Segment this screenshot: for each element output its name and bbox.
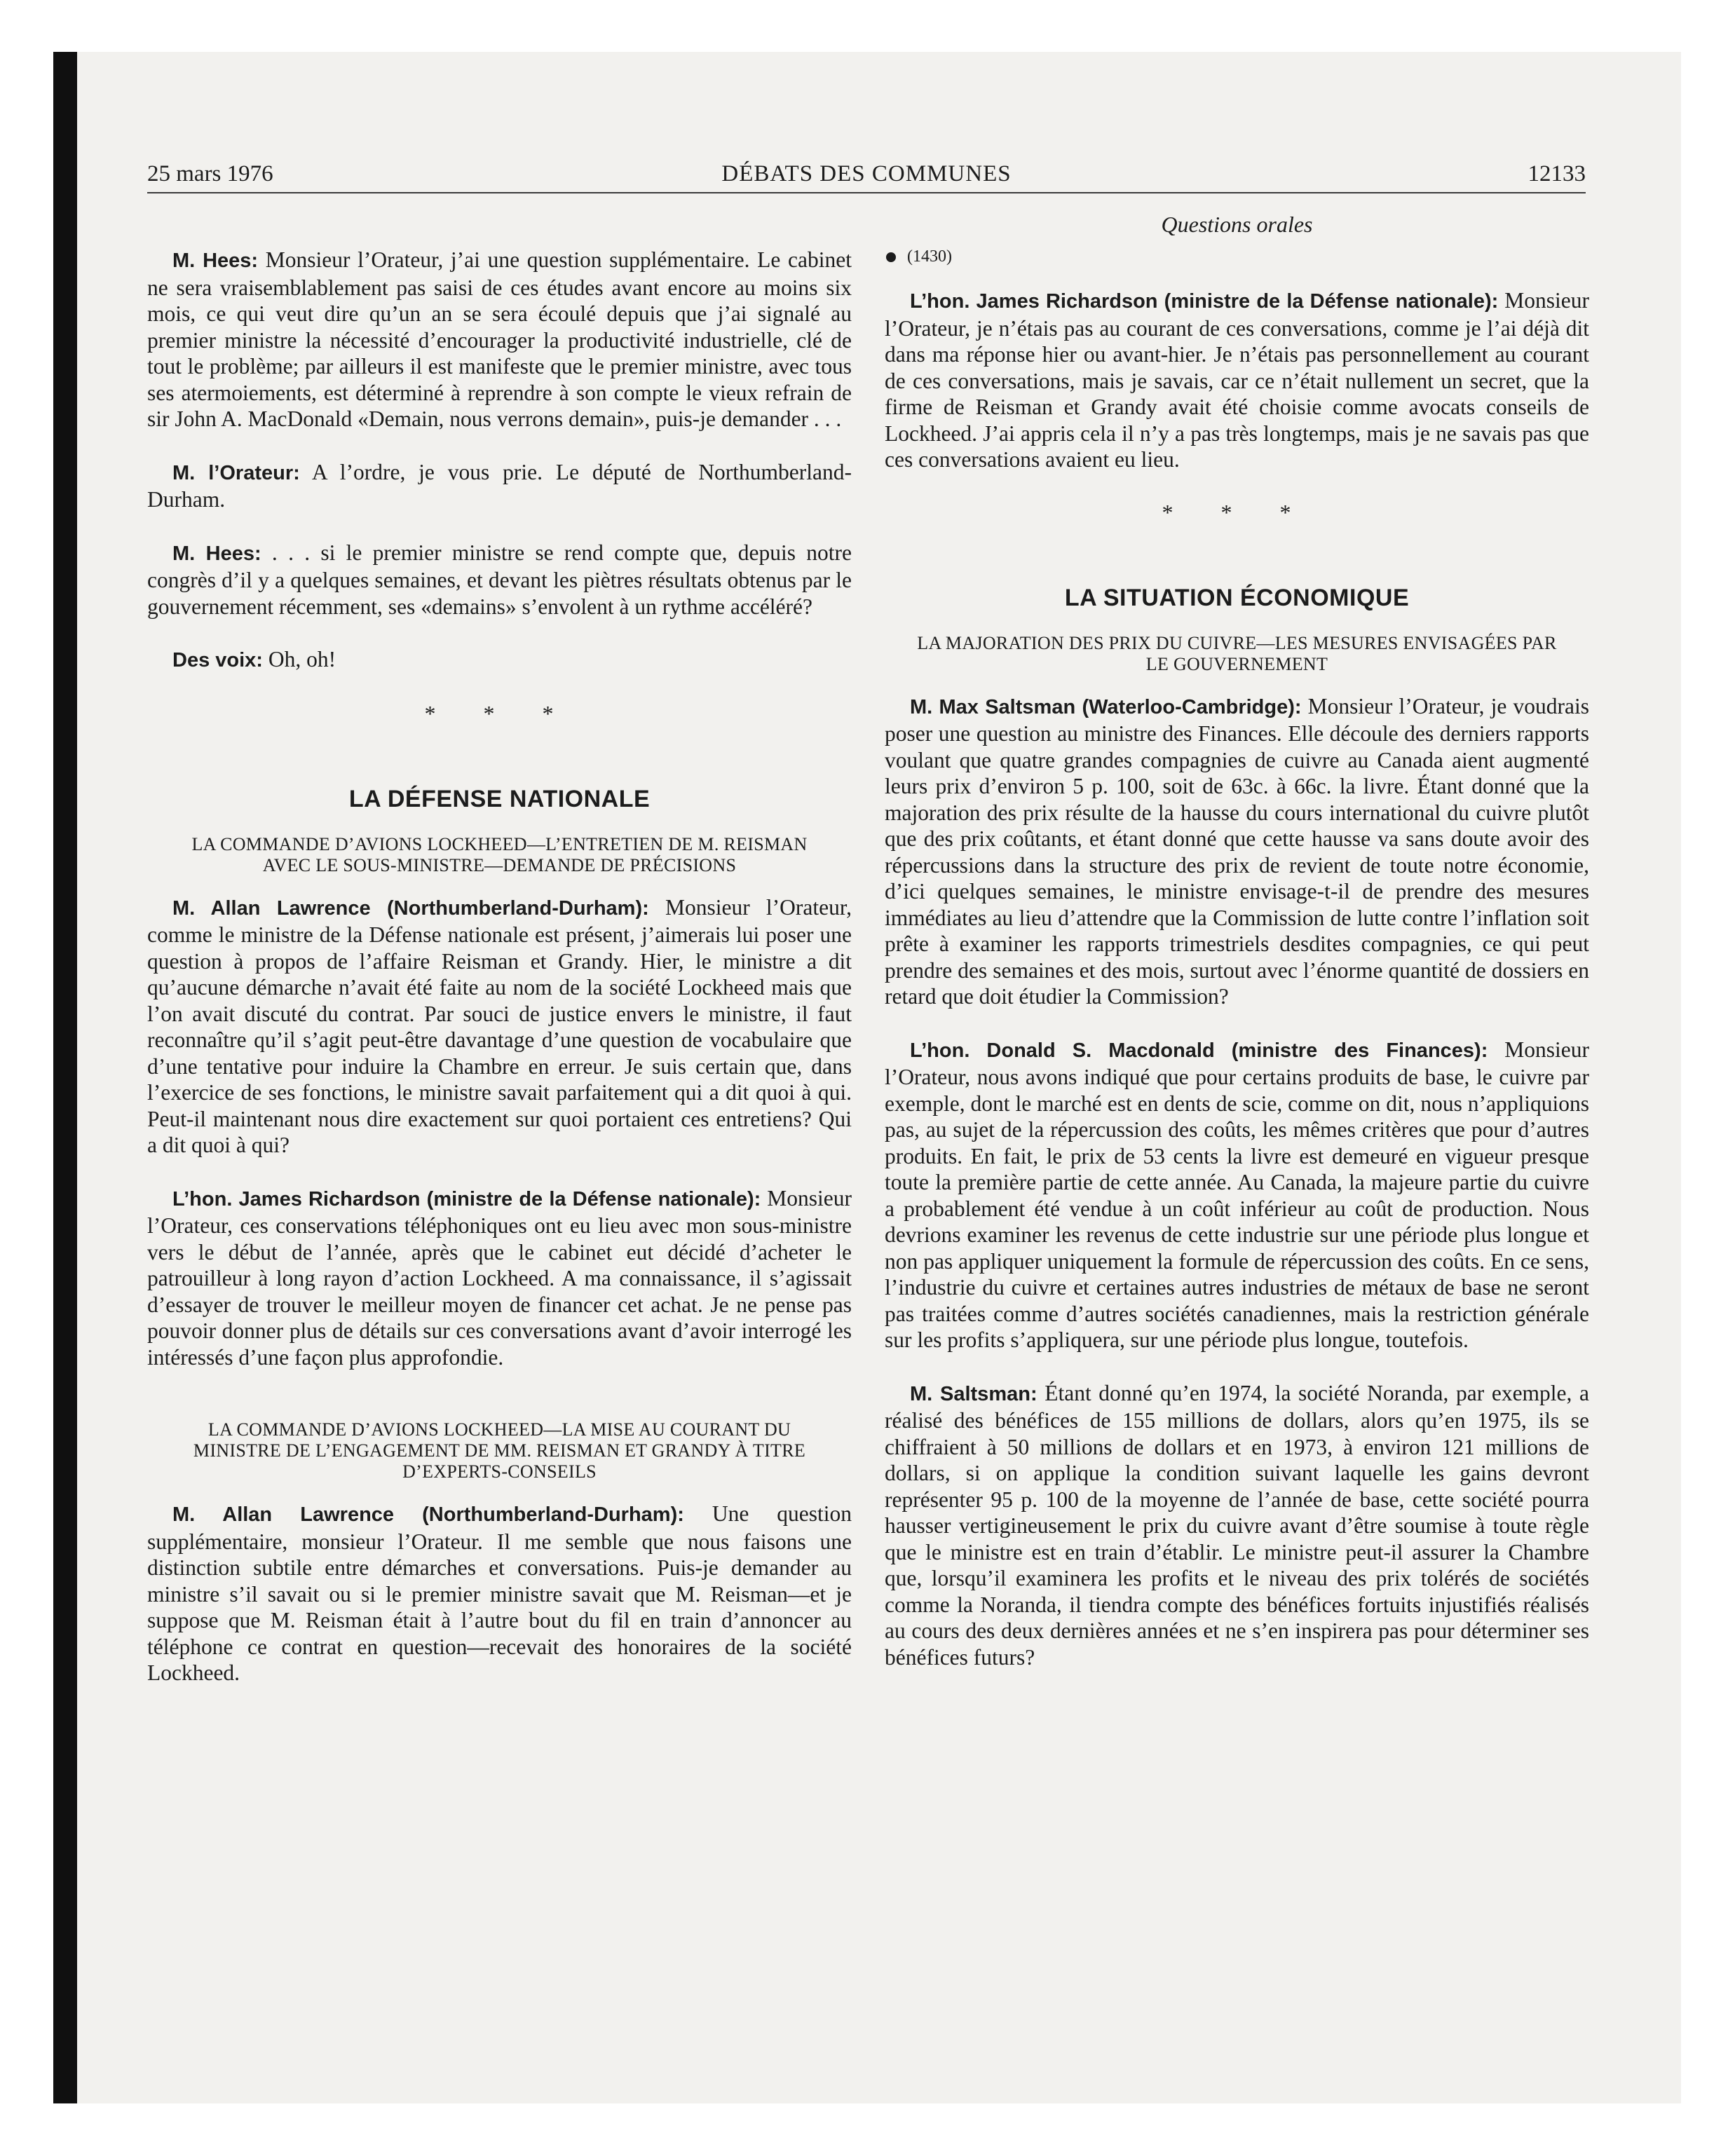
speech-text: Une question supplémentaire, monsieur l’Orateur. Il me semble que nous faisons une distinction subtile entre démarches et conversations. Puis-je demander au ministre s’il savait ou si le premier ministre savait que M. Reisman—et je suppose que M. Reisman était à l’autre bout du fil en train d’annoncer au téléphone ce contrat en question—recevait des honoraires de la société Lockheed. — [147, 1501, 852, 1685]
speech-paragraph — [147, 247, 852, 432]
speaker-name: M. Allan Lawrence (Northumberland-Durham): — [172, 1503, 684, 1526]
speech-paragraph — [147, 459, 852, 513]
speech-paragraph — [147, 1185, 852, 1371]
speaker-name: M. Hees: — [172, 250, 259, 272]
speaker-name: L’hon. James Richardson (ministre de la Défense nationale): — [910, 290, 1499, 313]
header-date: 25 mars 1976 — [147, 161, 273, 186]
section-separator: * * * — [1162, 499, 1312, 525]
speech-paragraph — [885, 287, 1589, 473]
speech-paragraph — [147, 1501, 852, 1686]
speech-text: Monsieur l’Orateur, ces conservations téléphoniques ont eu lieu avec mon sous-ministre vers le début de l’année, après que le cabinet eut décidé d’acheter le patrouilleur à long rayon d’action Lockheed. A ma connaissance, il s’agissait d’essayer de trouver le meilleur moyen de financer cet achat. Je ne pense pas pouvoir donner plus de détails sur ces conversations avant d’avoir interrogé les intéressés d’une façon plus approfondie. — [147, 1185, 852, 1370]
speech-text: Monsieur l’Orateur, je voudrais poser une question au ministre des Finances. Elle découle des derniers rapports voulant que quatre grandes compagnies de cuivre au Canada aient augmenté leurs prix d’environ 5 p. 100, soit de 63c. à 66c. la livre. Étant donné que la majoration des prix résulte de la hausse du cours international du cuivre plutôt que des prix coûtants, et étant donné que cette hausse va sans doute avoir des répercussions dans la structure des prix de revient de toute notre économie, d’ici quelques semaines, le ministre envisage-t-il de prendre des mesures immédiates au lieu d’attendre que la Commission de lutte contre l’inflation soit prête à examiner les rapports trimestriels desdites compagnies, ce qui peut prendre des semaines et des mois, surtout avec l’énorme quantité de dossiers en retard que doit étudier la Commission? — [885, 693, 1589, 1009]
binding-edge — [53, 52, 77, 2103]
section-separator: * * * — [424, 700, 575, 726]
page-header — [147, 158, 1586, 193]
speech-text: . . . si le premier ministre se rend compte que, depuis notre congrès d’il y a quelques semaines, et devant les piètres résultats obtenus par le gouvernement récemment, ses «demains» s’envolent à un rythme accéléré? — [147, 540, 852, 619]
speech-text: Étant donné qu’en 1974, la société Noranda, par exemple, a réalisé des bénéfices de 155 millions de dollars, alors qu’en 1975, ils se chiffraient à 50 millions de dollars et en 1973, à environ 121 millions de dollars, si on applique la condition suivant laquelle les gains devront représenter 95 p. 100 de la moyenne de l’année de base, cette société pourra hausser vertigineusement le prix du cuivre avant d’être soumise à toute règle que le ministre est en train d’établir. Le ministre peut-il assurer la Chambre que, lorsqu’il examinera les profits et le niveau des prix tolérés de sociétés comme la Noranda, il tiendra compte des bénéfices fortuits injustifiés réalisés au cours des deux dernières années et ne s’en inspirera pas pour déterminer ses bénéfices futurs? — [885, 1380, 1590, 1670]
right-column — [885, 203, 1589, 1697]
speech-paragraph — [885, 1037, 1589, 1353]
subsection-title: LA COMMANDE D’AVIONS LOCKHEED—L’ENTRETIEN DE M. REISMAN AVEC LE SOUS-MINISTRE—DEMANDE DE PRÉCISIONS — [191, 833, 808, 875]
speech-paragraph — [147, 646, 852, 674]
speaker-name: L’hon. James Richardson (ministre de la Défense nationale): — [172, 1187, 761, 1210]
timestamp-text: (1430) — [907, 247, 952, 266]
header-page-number: 12133 — [1528, 161, 1586, 186]
speech-paragraph — [885, 1380, 1589, 1671]
speech-text: Monsieur l’Orateur, comme le ministre de la Défense nationale est présent, j’aimerais lui poser une question à propos de l’affaire Reisman et Grandy. Hier, le ministre a dit qu’aucune démarche n’avait été faite au nom de la société Lockheed mais que l’on avait discuté du contrat. Par souci de justice envers le ministre, il faut reconnaître qu’il s’agit peut-être davantage d’une question de vocabulaire que d’une tentative pour induire la Chambre en erreur. Je suis certain que, dans l’exercice de ses fonctions, le ministre savait parfaitement qui a dit quoi à qui. Peut-il maintenant nous dire exactement sur quoi portaient ces entretiens? Qui a dit quoi à qui? — [147, 894, 852, 1157]
timestamp — [885, 247, 1589, 266]
speaker-name: M. Max Saltsman (Waterloo-Cambridge): — [910, 695, 1302, 718]
running-head: Questions orales — [1161, 212, 1313, 237]
left-column — [147, 203, 852, 1713]
speech-text: Oh, oh! — [262, 647, 336, 671]
section-title: LA DÉFENSE NATIONALE — [348, 785, 651, 812]
speaker-name: M. l’Orateur: — [172, 461, 300, 484]
speaker-name: L’hon. Donald S. Macdonald (ministre des Finances): — [910, 1039, 1488, 1062]
header-title: DÉBATS DES COMMUNES — [721, 161, 1012, 186]
speech-paragraph — [885, 693, 1589, 1010]
subsection-title: LA MAJORATION DES PRIX DU CUIVRE—LES MESURES ENVISAGÉES PAR LE GOUVERNEMENT — [917, 632, 1557, 674]
section-title: LA SITUATION ÉCONOMIQUE — [1064, 584, 1410, 611]
speaker-name: Des voix: — [172, 649, 263, 671]
bullet-dot-icon — [886, 252, 896, 262]
speech-text: A l’ordre, je vous prie. Le député de Northumberland-Durham. — [147, 459, 852, 512]
speech-paragraph — [147, 540, 852, 620]
speech-text: Monsieur l’Orateur, je n’étais pas au courant de ces conversations, comme je l’ai déjà dit dans ma réponse hier ou avant-hier. Je n’étais pas personnellement au courant de ces conversations, mais je savais, car ce n’était nullement un secret, que la firme de Reisman et Grandy avait été choisie comme avocats conseils de Lockheed. J’ai appris cela il n’y a pas très longtemps, mais je ne savais pas que ces conversations avaient eu lieu. — [885, 288, 1589, 472]
speaker-name: M. Saltsman: — [910, 1382, 1037, 1405]
speech-text: Monsieur l’Orateur, j’ai une question supplémentaire. Le cabinet ne sera vraisemblablement pas saisi de ces études avant encore au moins six mois, ce qui veut dire qu’un an se sera écoulé depuis que j’ai signalé au premier ministre la nécessité d’encourager la productivité industrielle, clé de tout le problème; par ailleurs il est manifeste que le premier ministre, avec tous ses atermoiements, est déterminé à reprendre à son compte le vieux refrain de sir John A. MacDonald «Demain, nous verrons demain», puis-je demander . . . — [147, 247, 852, 431]
speech-paragraph — [147, 894, 852, 1159]
speech-text: Monsieur l’Orateur, nous avons indiqué que pour certains produits de base, le cuivre par exemple, dont le marché est en dents de scie, comme on dit, nous n’appliquions pas, au sujet de la répercussion des coûts, les mêmes critères que pour d’autres produits. En fait, le prix de 53 cents la livre est demeuré en vigueur presque toute la première partie de cette année. Au Canada, la majeure partie du cuivre a probablement été vendue à un coût inférieur au coût de production. Nous devrions examiner les revenus de cette industrie sur une période plus longue et non pas appliquer uniquement la formule de répercussion des coûts. En ce sens, l’industrie du cuivre et certaines autres industries de métaux de base ne seront pas traitées comme d’autres sociétés canadiennes, mais la restriction générale sur les profits s’appliquera, sur une période plus longue, toutefois. — [885, 1037, 1589, 1352]
subsection-title: LA COMMANDE D’AVIONS LOCKHEED—LA MISE AU COURANT DU MINISTRE DE L’ENGAGEMENT DE MM. REISMAN ET GRANDY À TITRE D’EXPERTS-CONSEILS — [193, 1419, 806, 1482]
speaker-name: M. Allan Lawrence (Northumberland-Durham): — [172, 896, 649, 920]
speaker-name: M. Hees: — [172, 542, 261, 565]
